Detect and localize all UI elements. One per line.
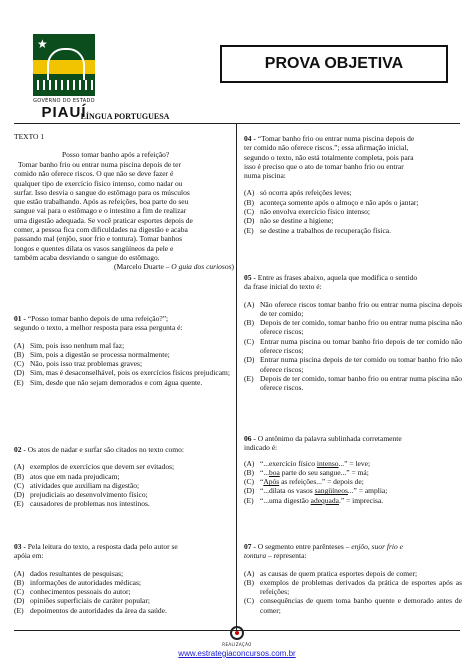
question-stem-italic: tontura — [244, 551, 267, 561]
option-a[interactable]: (A) Não oferece riscos tomar banho frio ou entrar numa piscina depois de ter comido; — [244, 299, 462, 318]
option-c[interactable]: (C) Não, pois isso traz problemas graves; — [14, 359, 143, 369]
question-stem: da frase inicial do texto é: — [244, 282, 322, 292]
option-c[interactable]: (C) conhecimentos pessoais do autor; — [14, 587, 131, 597]
option-a[interactable]: (A) “...exercício físico intenso...” = leve; — [244, 458, 371, 468]
texto-body — [14, 160, 234, 272]
option-d[interactable]: (D) opiniões superficiais de caráter popular; — [14, 596, 150, 606]
texto-line: Tomar banho frio ou entrar numa piscina depois de ter — [18, 160, 181, 169]
texto-title: Posso tomar banho após a refeição? — [62, 150, 170, 159]
question-number: 01 - — [14, 314, 26, 323]
underlined-word: sangüíneos — [314, 486, 348, 496]
question-number: 02 - — [14, 445, 26, 454]
option-c[interactable]: (C) não envolva exercício físico intenso; — [244, 207, 370, 217]
option-c[interactable]: (C) Entrar numa piscina ou tomar banho frio depois de ter comido não oferece riscos; — [244, 336, 462, 356]
option-a[interactable]: (A) Sim, pois isso nenhum mal faz; — [14, 340, 125, 350]
question-06 — [244, 434, 462, 505]
option-e[interactable]: (E) causadores de problemas nos intestinos. — [14, 499, 150, 509]
question-stem: indicado é: — [244, 443, 278, 453]
underlined-word: boa — [268, 467, 280, 477]
texto-label: TEXTO 1 — [14, 132, 45, 141]
question-03 — [14, 542, 234, 615]
option-a[interactable]: (A) só ocorra após refeições leves; — [244, 188, 352, 198]
option-a[interactable]: (A) dados resultantes de pesquisas; — [14, 568, 124, 578]
question-stem: isso é preciso que o ato de tomar banho frio ou entrar — [244, 161, 404, 171]
question-stem: apóia em: — [14, 551, 44, 561]
option-a[interactable]: (A) as causas de quem pratica esportes depois de comer; — [244, 568, 418, 578]
option-e[interactable]: (E) depoimentos de autoridades da área da saúde. — [14, 605, 167, 615]
option-b[interactable]: (B) Depois de ter comido, tomar banho frio ou entrar numa piscina não oferece riscos; — [244, 318, 462, 337]
question-stem: segundo o texto, a melhor resposta para essa pergunta é: — [14, 323, 183, 333]
question-stem: Os atos de nadar e surfar são citados no texto como: — [27, 445, 184, 454]
exam-type-box: PROVA OBJETIVA — [220, 45, 448, 83]
footer-url-link[interactable]: www.estrategiaconcursos.com.br — [178, 649, 296, 658]
source-work: O guia dos curiosos — [171, 262, 232, 272]
question-number: 07 - — [244, 542, 256, 551]
source-author: (Marcelo Duarte – — [114, 262, 172, 272]
texto-source — [14, 262, 234, 271]
underlined-word: Após — [263, 477, 280, 487]
texto-line: sangue vai para o estômago e o intestino a fim de realizar — [14, 206, 187, 216]
texto-line: passando mal (enjôo, suor frio e tontura). Tomar banhos — [14, 234, 183, 244]
question-01 — [14, 314, 234, 387]
option-d[interactable]: (D) não se destine a higiene; — [244, 216, 334, 226]
option-a[interactable]: (A) exemplos de exercícios que devem ser evitados; — [14, 462, 175, 472]
option-b[interactable]: (B) atos que em nada prejudicam; — [14, 471, 120, 481]
top-divider — [14, 123, 460, 124]
question-stem: O segmento entre parênteses – — [257, 542, 352, 551]
logo-stripes — [33, 80, 95, 90]
subject-title: LÍNGUA PORTUGUESA — [80, 112, 170, 121]
question-stem: numa piscina: — [244, 171, 286, 181]
star-icon: ★ — [37, 37, 48, 51]
question-number: 05 - — [244, 273, 256, 282]
underlined-word: intenso — [316, 458, 339, 468]
option-d[interactable]: (D) Sim, mas é desaconselhável, pois os exercícios físicos prejudicam; — [14, 368, 230, 378]
logo-caption: GOVERNO DO ESTADO — [33, 98, 95, 104]
question-04 — [244, 134, 462, 235]
column-divider — [236, 123, 237, 630]
question-stem: segundo o texto, não está totalmente completa, pois para — [244, 152, 414, 162]
option-d[interactable]: (D) prejudiciais ao desenvolvimento físico; — [14, 490, 148, 500]
option-e[interactable]: (E) se destine a trabalhos de recuperação física. — [244, 225, 391, 235]
texto-line: uma digestão adequada. Se você praticar esportes depois de — [14, 215, 193, 225]
texto-line: qualquer tipo de exercício físico intenso, como nadar ou — [14, 178, 183, 188]
option-d[interactable]: (D) Entrar numa piscina depois de ter comido ou tomar banho frio não oferece riscos; — [244, 355, 462, 374]
question-stem: ter comido não oferece riscos.”; essa afirmação inicial, — [244, 143, 409, 153]
question-05 — [244, 273, 462, 393]
question-stem: Entre as frases abaixo, aquela que modifica o sentido — [257, 273, 418, 282]
option-e[interactable]: (E) Sim, desde que não sejam demorados e com água quente. — [14, 377, 203, 387]
question-stem: O antônimo da palavra sublinhada corretamente — [257, 434, 402, 443]
state-coat-of-arms-logo — [33, 34, 95, 96]
option-b[interactable]: (B) informações de autoridades médicas; — [14, 577, 141, 587]
option-c[interactable]: (C) atividades que auxiliam na digestão; — [14, 480, 140, 490]
source-end: ) — [231, 262, 234, 272]
option-b[interactable]: (B) aconteça somente após o almoço e não após o jantar; — [244, 197, 419, 207]
option-e[interactable]: (E) Depois de ter comido, tomar banho frio ou entrar numa piscina não oferece riscos. — [244, 373, 462, 393]
option-e[interactable]: (E) “...uma digestão adequada.” = imprecisa. — [244, 495, 384, 505]
option-b[interactable]: (B) “...boa parte do seu sangue...” = má; — [244, 467, 369, 477]
texto-line: surfar. Isso desvia o sangue do estômago para os músculos — [14, 187, 190, 197]
texto-line: comer, a pessoa fica com dificuldades na digestão e acaba — [14, 225, 188, 235]
question-stem-italic: enjôo, suor frio e — [351, 542, 403, 551]
question-stem: “Tomar banho frio ou entrar numa piscina depois de — [257, 134, 415, 143]
question-07 — [244, 542, 462, 615]
texto-line: longos e quentes dilata os vasos sangüíneos da pele e — [14, 243, 174, 253]
underlined-word: adequada — [310, 495, 339, 505]
option-c[interactable]: (C) consequências de quem toma banho quente e demorado antes de comer; — [244, 596, 462, 615]
option-b[interactable]: (B) exemplos de problemas derivados da prática de esportes após as refeições; — [244, 577, 462, 597]
texto-line: comido não oferece riscos. O que não se deve fazer é — [14, 169, 174, 179]
organizer-logo-icon — [230, 626, 244, 640]
footer-label: REALIZAÇÃO — [222, 642, 252, 647]
option-d[interactable]: (D) “...dilata os vasos sangüíneos...” = amplia; — [244, 486, 388, 496]
question-stem: – representa: — [266, 551, 307, 561]
texto-line: que estão trabalhando. Após as refeições, boa parte do seu — [14, 197, 189, 207]
option-c[interactable]: (C) “Após as refeições...” = depois de; — [244, 477, 364, 487]
texto-line: também acaba desviando o sangue do estômago. — [14, 252, 160, 262]
logo-name: PIAUÍ — [41, 104, 87, 121]
question-02 — [14, 445, 234, 509]
question-number: 06 - — [244, 434, 256, 443]
question-stem: “Posso tomar banho depois de uma refeição?”; — [27, 314, 169, 323]
question-stem: Pela leitura do texto, a resposta dada pelo autor se — [27, 542, 178, 551]
logo-arch — [47, 48, 85, 80]
question-number: 03 - — [14, 542, 26, 551]
option-b[interactable]: (B) Sim, pois a digestão se processa normalmente; — [14, 349, 170, 359]
question-number: 04 - — [244, 134, 256, 143]
